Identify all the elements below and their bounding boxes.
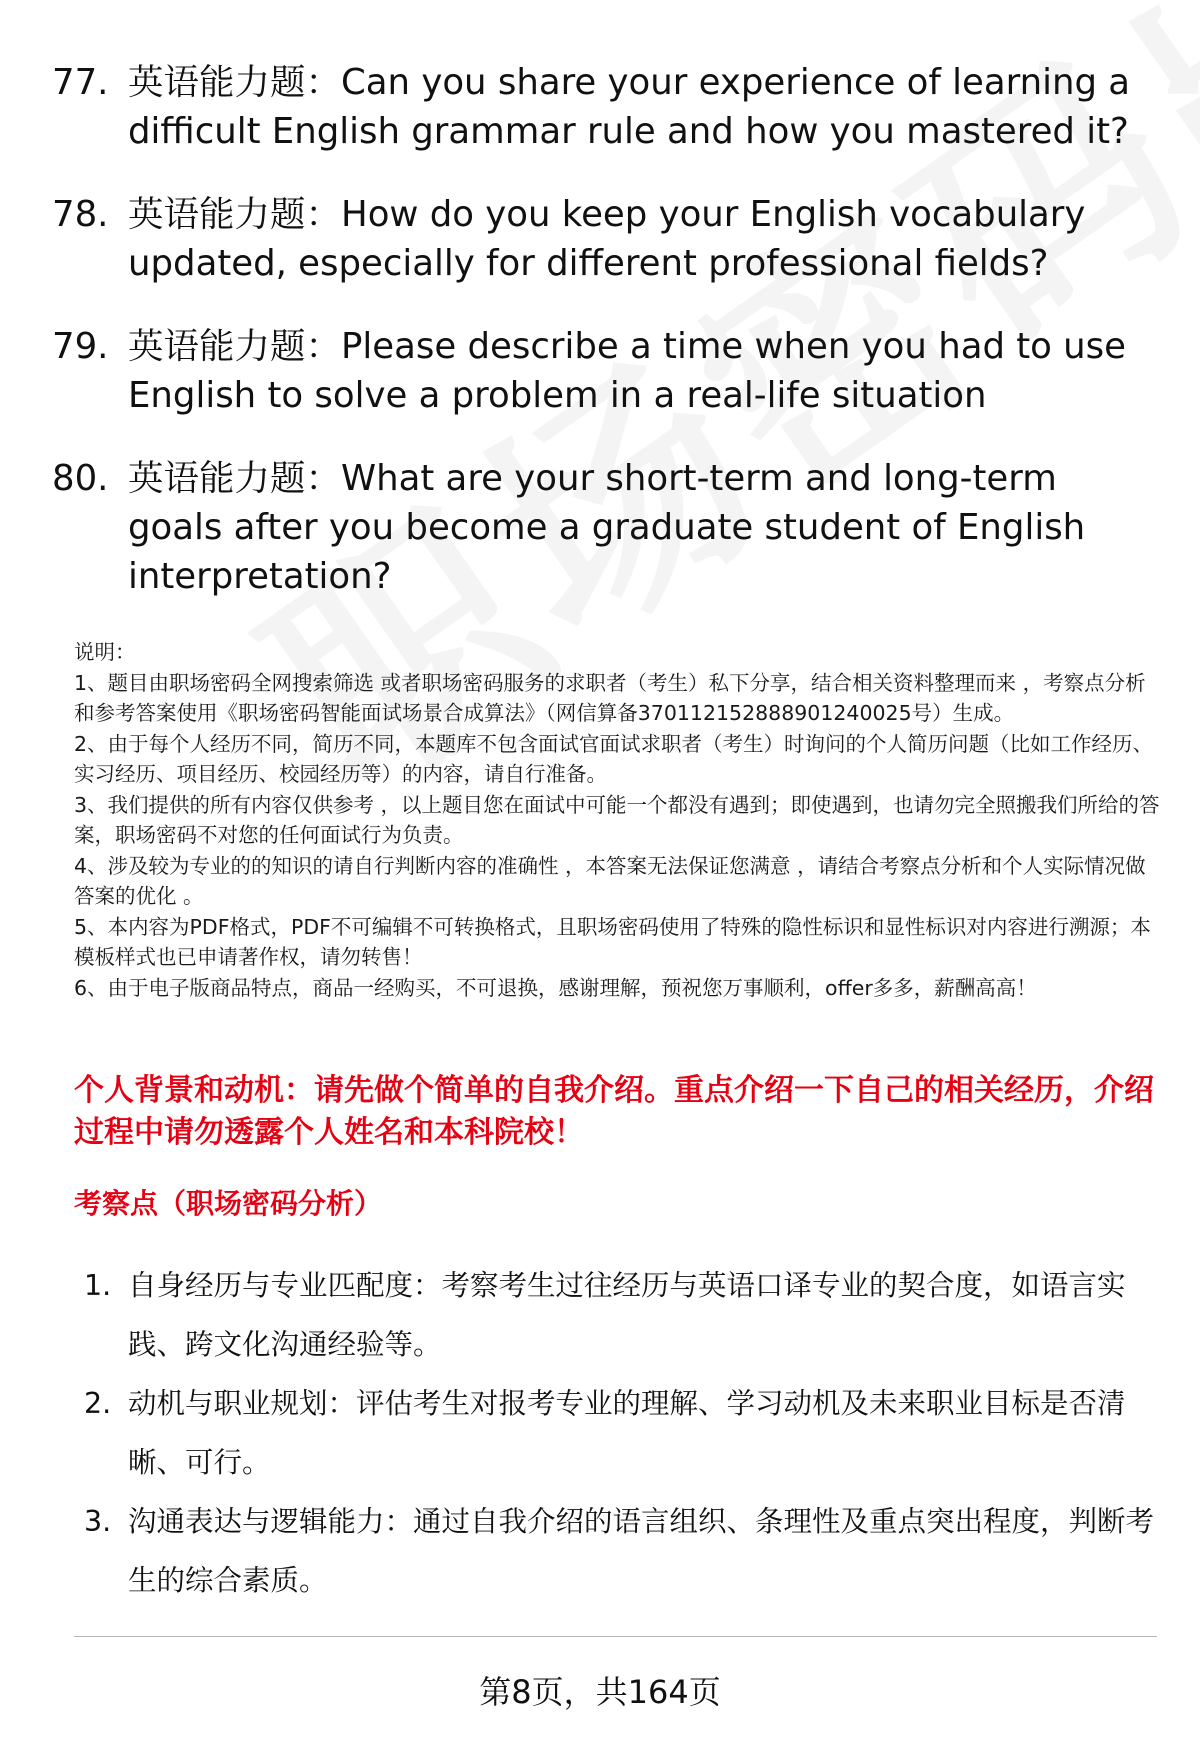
analysis-point [84,1256,1160,1374]
question-item [52,454,1162,601]
note-item: 5、本内容为PDF格式，PDF不可编辑不可转换格式，且职场密码使用了特殊的隐性标识和显性标识对内容进行溯源；本模板样式也已申请著作权，请勿转售！ [74,914,1151,969]
note-item: 6、由于电子版商品特点，商品一经购买，不可退换，感谢理解，预祝您万事顺利，offer多多，薪酬高高！ [74,975,1037,1000]
point-number: 3. [84,1505,112,1538]
point-number: 2. [84,1387,112,1420]
page-number: 第8页，共164页 [479,1673,721,1711]
question-number: 80. [52,458,109,499]
footer-divider [74,1636,1157,1637]
section-heading: 个人背景和动机：请先做个简单的自我介绍。重点介绍一下自己的相关经历，介绍过程中请勿透露个人姓名和本科院校！ [74,1073,1154,1150]
analysis-point-list [84,1256,1160,1610]
point-number: 1. [84,1269,112,1302]
point-text: 动机与职业规划：评估考生对报考专业的理解、学习动机及未来职业目标是否清晰、可行。 [128,1387,1126,1479]
question-number: 78. [52,194,109,235]
note-item: 1、题目由职场密码全网搜索筛选 或者职场密码服务的求职者（考生）私下分享，结合相关资料整理而来 ，考察点分析和参考答案使用《职场密码智能面试场景合成算法》（网信算备370112152888901240025号）生成。 [74,670,1146,725]
question-item [52,58,1162,156]
question-list [52,58,1162,635]
note-item: 4、涉及较为专业的的知识的请自行判断内容的准确性 ，本答案无法保证您满意 ，请结合考察点分析和个人实际情况做答案的优化 。 [74,853,1146,908]
notes-title: 说明： [74,640,136,664]
question-item [52,322,1162,420]
question-text: 英语能力题：What are your short-term and long-term goals after you become a graduate student of English interpretation? [128,458,1086,597]
question-number: 77. [52,62,109,103]
section-subheading: 考察点（职场密码分析） [74,1187,383,1220]
point-text: 沟通表达与逻辑能力：通过自我介绍的语言组织、条理性及重点突出程度，判断考生的综合素质。 [128,1505,1155,1597]
analysis-point [84,1374,1160,1492]
note-item: 3、我们提供的所有内容仅供参考 ，以上题目您在面试中可能一个都没有遇到；即使遇到，也请勿完全照搬我们所给的答案，职场密码不对您的任何面试行为负责。 [74,792,1160,847]
analysis-point [84,1492,1160,1610]
question-text: 英语能力题：Please describe a time when you had to use English to solve a problem in a real-life situation [128,326,1127,416]
point-text: 自身经历与专业匹配度：考察考生过往经历与英语口译专业的契合度，如语言实践、跨文化沟通经验等。 [128,1269,1126,1361]
question-text: 英语能力题：Can you share your experience of learning a difficult English grammar rule and how you mastered it? [128,62,1131,152]
notes-section [74,637,1160,1003]
question-item [52,190,1162,288]
question-number: 79. [52,326,109,367]
note-item: 2、由于每个人经历不同，简历不同，本题库不包含面试官面试求职者（考生）时询问的个人简历问题（比如工作经历、实习经历、项目经历、校园经历等）的内容，请自行准备。 [74,731,1154,786]
question-text: 英语能力题：How do you keep your English vocabulary updated, especially for different professional fields? [128,194,1086,284]
